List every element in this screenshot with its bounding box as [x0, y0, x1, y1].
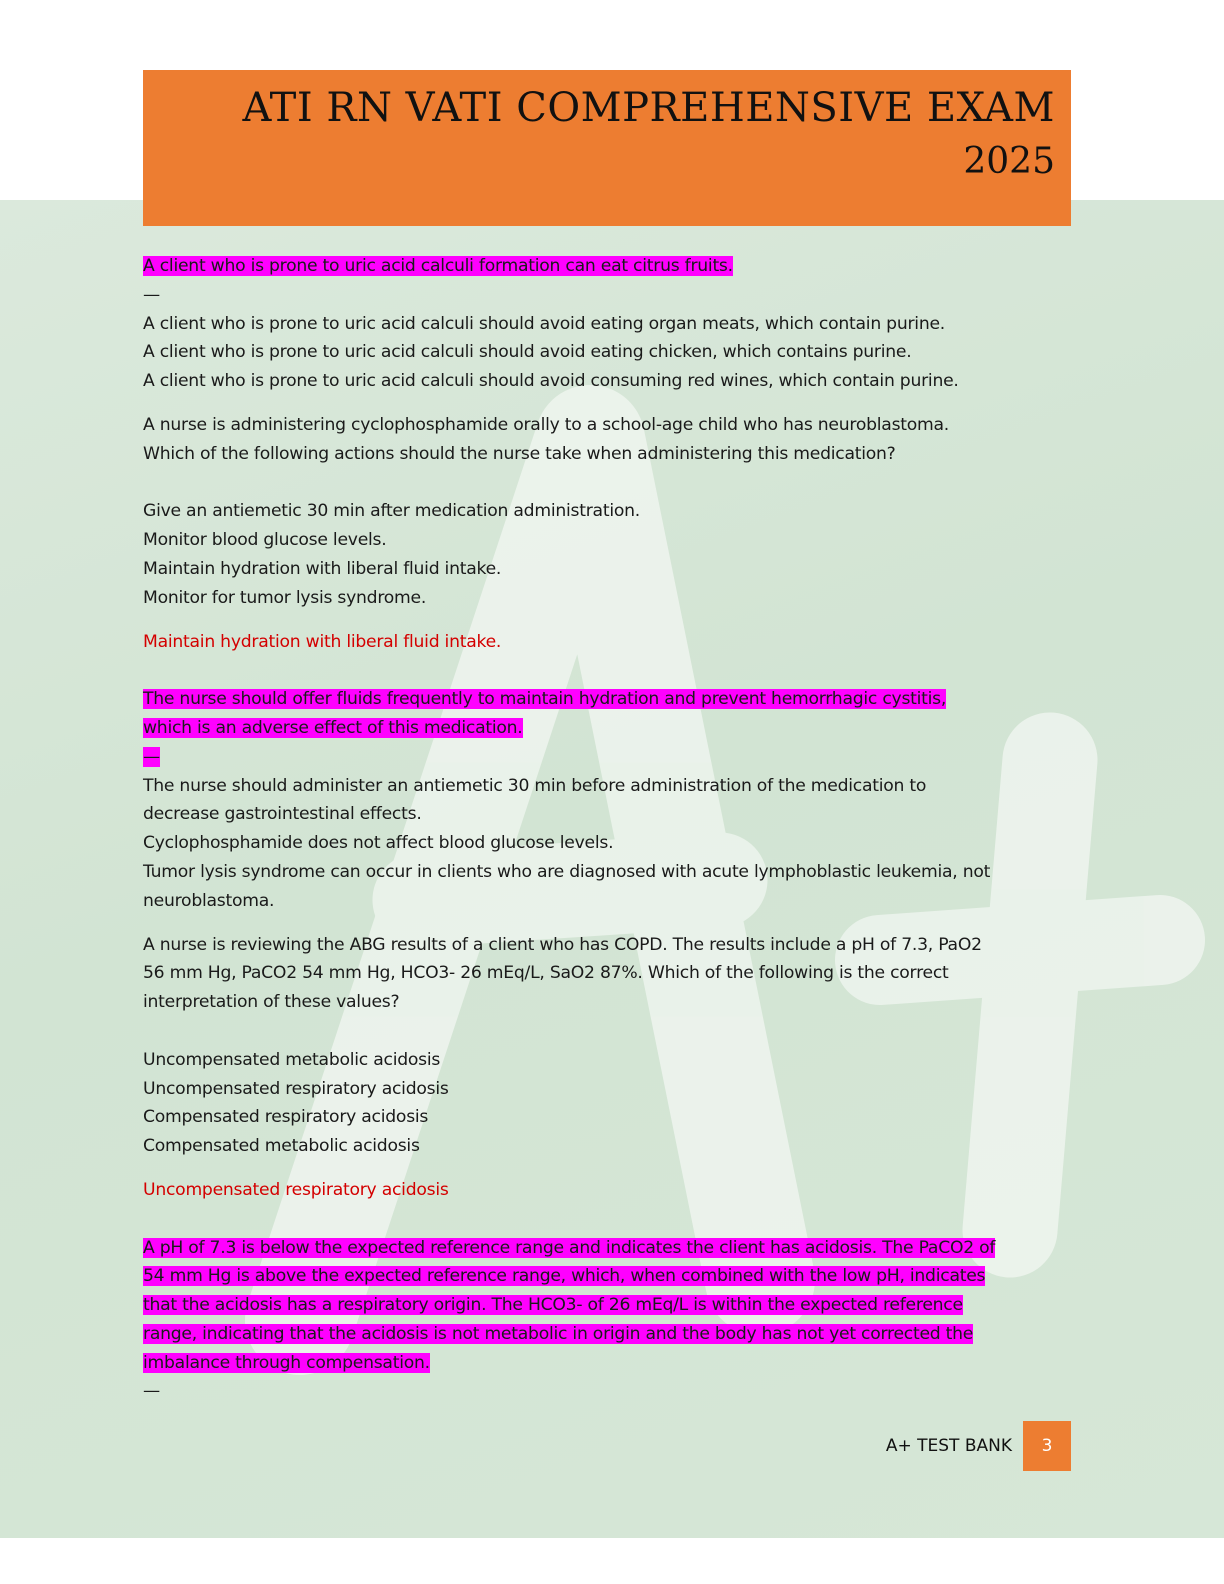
page-number: 3 [1023, 1421, 1071, 1471]
q2-separator-mark: — [143, 746, 160, 767]
q3-stem: interpretation of these values? [143, 992, 400, 1013]
q3-explanation-line: imbalance through compensation. [143, 1352, 430, 1373]
q1-separator: — [143, 284, 160, 305]
q2-explanation [143, 685, 1073, 714]
q3-explanation-line: 54 mm Hg is above the expected reference range, which, when combined with the low pH, indicates [143, 1266, 986, 1287]
q3-explanation [143, 1234, 1073, 1263]
page-content [143, 252, 1073, 1406]
q3-stem: 56 mm Hg, PaCO2 54 mm Hg, HCO3- 26 mEq/L, SaO2 87%. Which of the following is the correct [143, 963, 949, 984]
q2-option: Monitor for tumor lysis syndrome. [143, 587, 427, 608]
q2-option: Give an antiemetic 30 min after medication administration. [143, 501, 640, 522]
q2-explanation-line: which is an adverse effect of this medication. [143, 717, 523, 738]
title-banner [143, 70, 1071, 226]
q3-explanation [143, 1349, 1073, 1378]
q1-rationale: A client who is prone to uric acid calculi should avoid consuming red wines, which contain purine. [143, 371, 959, 392]
q2-explanation [143, 714, 1073, 743]
q2-correct-answer: Maintain hydration with liberal fluid intake. [143, 631, 502, 652]
q2-separator [143, 743, 1073, 772]
q2-rationale: Cyclophosphamide does not affect blood glucose levels. [143, 833, 614, 854]
q1-rationale: A client who is prone to uric acid calculi should avoid eating organ meats, which contain purine. [143, 313, 945, 334]
q3-explanation-line: A pH of 7.3 is below the expected reference range and indicates the client has acidosis. The PaCO2 of [143, 1237, 996, 1258]
q3-correct-answer: Uncompensated respiratory acidosis [143, 1179, 449, 1200]
q3-option: Compensated respiratory acidosis [143, 1107, 429, 1128]
q3-option: Compensated metabolic acidosis [143, 1136, 420, 1157]
footer-label: A+ TEST BANK [885, 1436, 1012, 1456]
q2-rationale: neuroblastoma. [143, 890, 275, 911]
document-year: 2025 [963, 141, 1055, 182]
q1-answer-highlight: A client who is prone to uric acid calculi formation can eat citrus fruits. [143, 256, 733, 276]
q3-explanation [143, 1291, 1073, 1320]
q3-stem: A nurse is reviewing the ABG results of a client who has COPD. The results include a pH of 7.3, PaO2 [143, 934, 982, 955]
q3-explanation [143, 1262, 1073, 1291]
q2-rationale: The nurse should administer an antiemetic 30 min before administration of the medication to [143, 775, 927, 796]
q3-explanation [143, 1320, 1073, 1349]
q2-stem: A nurse is administering cyclophosphamide orally to a school-age child who has neuroblastoma. [143, 414, 950, 435]
document-title: ATI RN VATI COMPREHENSIVE EXAM [242, 85, 1055, 131]
q2-option: Monitor blood glucose levels. [143, 530, 387, 551]
q3-option: Uncompensated respiratory acidosis [143, 1078, 449, 1099]
q2-explanation-line: The nurse should offer fluids frequently to maintain hydration and prevent hemorrhagic cystitis, [143, 689, 947, 710]
q2-rationale: Tumor lysis syndrome can occur in clients who are diagnosed with acute lymphoblastic leukemia, not [143, 861, 991, 882]
q1-answer-explanation [143, 252, 1073, 281]
q1-rationale: A client who is prone to uric acid calculi should avoid eating chicken, which contains purine. [143, 342, 912, 363]
q3-separator: — [143, 1381, 160, 1402]
q2-stem: Which of the following actions should the nurse take when administering this medication? [143, 443, 896, 464]
q3-option: Uncompensated metabolic acidosis [143, 1049, 441, 1070]
q2-option: Maintain hydration with liberal fluid intake. [143, 558, 502, 579]
q3-explanation-line: range, indicating that the acidosis is not metabolic in origin and the body has not yet corrected the [143, 1323, 974, 1344]
q2-rationale: decrease gastrointestinal effects. [143, 804, 422, 825]
q3-explanation-line: that the acidosis has a respiratory origin. The HCO3- of 26 mEq/L is within the expected reference [143, 1295, 963, 1316]
